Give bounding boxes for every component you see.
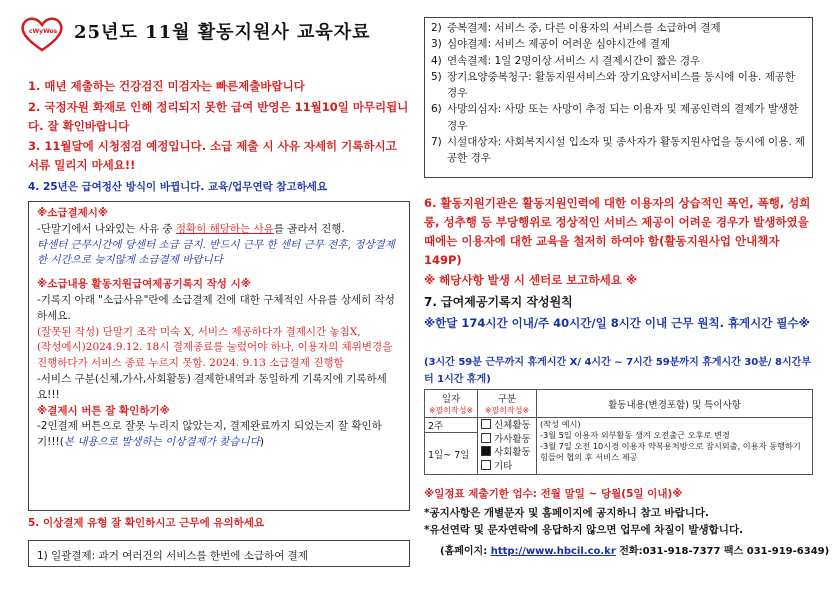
item-number: 2)	[431, 22, 442, 34]
required-label: ※필히작성※	[484, 406, 530, 415]
correct-example: (작성예시)2024.9.12. 18시 결제종료를 눌렀어야 하나, 이용자의 체위변경을 진행하다가 서비스 종료 누르지 못함. 2024. 9.13 소급결제 진행함	[37, 341, 393, 370]
item-number: 5)	[431, 70, 442, 83]
item-number: 7)	[431, 136, 442, 149]
page-title: 25년도 11월 활동지원사 교육자료	[74, 22, 371, 43]
settlement-guide-box	[28, 201, 410, 511]
item-number: 3)	[431, 38, 442, 51]
item-text: 중복결제: 서비스 중, 다른 이용자의 서비스를 소급하여 결제	[447, 22, 721, 34]
retro-payment-heading: ※소급결제시※	[37, 207, 109, 219]
example-line: -3월 7일 오전 10시경 이용자 약복용처방으로 잠시외출, 이용자 동행하기 힘들어 협의 후 서비스 제공	[540, 441, 801, 462]
item-number: 4)	[431, 54, 442, 67]
text-segment: 를 골라서 진행.	[273, 222, 345, 235]
list-item	[431, 53, 806, 69]
option-label: 신체활동	[494, 420, 531, 431]
deadline-notice: ※일정표 제출기한 엄수: 전월 말일 ~ 당월(5일 이내)※	[424, 488, 683, 500]
wrong-example: (잘못된 작성) 단말기 조작 미숙 X, 서비스 제공하다가 결제시간 놓침X,	[37, 325, 361, 338]
checkbox-checked-icon[interactable]	[481, 446, 491, 456]
section-6-text: 6. 활동지원기관은 활동지원인력에 대한 이용자의 상습적인 폭언, 폭행, 성희롱, 성추행 등 부당행위로 정상적인 서비스 제공이 어려운 경우가 발생하였을 때에는 이용자에 대한 교육을 철저히 하여야 함(활동지원사업 안내책자 149P)	[424, 196, 811, 267]
text-segment: -단말기에서 나와있는 사유 중	[37, 222, 176, 235]
work-hours-rule: ※한달 174시간 이내/주 40시간/일 8시간 이내 근무 원칙. 휴게시간 필수※	[424, 316, 810, 330]
table-header	[478, 390, 537, 418]
retro-payment-text	[37, 222, 403, 238]
record-writing-heading: ※소급내용 활동지원급여제공기록지 작성 시※	[37, 278, 251, 291]
item-number: 6)	[431, 103, 442, 116]
service-type-text: -서비스 구분(신체,가사,사회활동) 결제한내역과 동일하게 기록지에 기록하세요!!!	[37, 372, 387, 401]
column-label: 일자	[441, 394, 461, 405]
notice-announcement: *공지사항은 개별문자 및 홈페이지에 공지하니 참고 바랍니다.	[424, 507, 709, 519]
contact-phone-fax: 전화:031-918-7377 팩스 031-919-6349)	[615, 546, 830, 557]
week-label: 2주	[425, 418, 477, 433]
option-label: 기타	[494, 460, 513, 472]
break-time-rule: (3시간 59분 근무까지 휴게시간 X/ 4시간 ~ 7시간 59분까지 휴게시간 30분/ 8시간부터 1시간 휴게)	[424, 357, 811, 385]
abnormal-payment-types-box	[424, 17, 813, 178]
bulk-payment-item: 1) 일괄결제: 과거 여러건의 서비스를 한번에 소급하여 결제	[28, 540, 410, 567]
item-text: 사망의심자: 사망 또는 사망이 추정 되는 이용자 및 제공인력의 결제가 발생한 경우	[447, 103, 799, 132]
list-item	[431, 69, 806, 102]
checkbox-option[interactable]	[481, 446, 533, 460]
record-writing-text: -기록지 아래 "소급사유"란에 소급결제 건에 대한 구체적인 사유를 상세히 작성하세요.	[37, 293, 395, 322]
checkbox-icon[interactable]	[481, 419, 491, 429]
list-item	[431, 20, 806, 36]
heart-logo-icon	[18, 14, 66, 54]
example-line: -3월 5일 이용자 외부활동 생겨 오전출근 오후로 변경	[540, 430, 730, 440]
list-item	[431, 36, 806, 52]
checkbox-icon[interactable]	[481, 433, 491, 443]
required-label: ※필히작성※	[428, 406, 474, 415]
button-check-text	[37, 419, 403, 451]
contact-info	[440, 542, 829, 557]
emphasis-text: 정확히 해당하는 사유	[175, 222, 274, 235]
notice-5: 5. 이상결제 유형 잘 확인하시고 근무에 유의하세요	[28, 517, 265, 529]
table-header: 활동내용(변경포함) 및 특이사항	[537, 390, 813, 418]
days-label: 1일~ 7일	[428, 450, 470, 461]
item-text: 심야결제: 서비스 제공이 어려운 심야시간에 결제	[447, 38, 671, 51]
contact-prefix: (홈페이지:	[440, 546, 491, 557]
list-item	[431, 101, 806, 134]
checkbox-option[interactable]	[481, 419, 533, 433]
list-item	[431, 134, 806, 167]
column-label: 구분	[497, 394, 517, 405]
checkbox-icon[interactable]	[481, 460, 491, 470]
homepage-link[interactable]: http://www.hbcil.co.kr	[490, 546, 616, 557]
button-check-heading: ※결제시 버튼 잘 확인하기※	[37, 404, 170, 417]
notice-3: 3. 11월달에 시청점검 예정입니다. 소급 제출 시 사유 자세히 기록하시고 서류 밀리지 마세요!!	[28, 139, 397, 172]
checkbox-option[interactable]	[481, 460, 533, 474]
activity-record-table	[424, 389, 813, 475]
retro-warning-text: 타센터 근무시간에 당센터 소급 금지. 반드시 근무 한 센터 근무 전후, 정상결제한 시간으로 늦지않게 소급결제 바랍니다	[37, 238, 395, 267]
text-segment: )	[259, 436, 264, 449]
item-text: 시설대상자: 사회복지시설 입소자 및 종사자가 활동지원사업을 동시에 이용. 제공한 경우	[447, 136, 806, 165]
emphasis-text: 본 내용으로 발생하는 이상결제가 찾습니다	[63, 436, 260, 449]
example-line: (작성 예시)	[540, 419, 581, 429]
notice-2: 2. 국정자원 화재로 인해 정리되지 못한 급여 반영은 11월10일 마무리됩니다. 잘 확인바랍니다	[28, 100, 409, 133]
table-cell	[425, 418, 478, 475]
notice-4: 4. 25년은 급여정산 방식이 바뀝니다. 교육/업무연락 참고하세요	[28, 181, 328, 193]
item-text: 장기요양중복청구: 활동지원서비스와 장기요양서비스를 동시에 이용. 제공한 경우	[447, 70, 796, 100]
checkbox-option[interactable]	[481, 433, 533, 447]
text-segment: -2인결제 버튼으로 잘못 누리지 않았는지, 결제완료까지 되었는지 잘 확인하기!!!(	[37, 420, 382, 449]
item-text: 연속결제: 1일 2명이상 서비스 시 결제시간이 짧은 경우	[447, 54, 701, 67]
notice-1: 1. 매년 제출하는 건강검진 미검자는 빠른제출바랍니다	[28, 79, 305, 93]
notice-contact-response: *유선연락 및 문자연락에 응답하지 않으면 업무에 차질이 발생합니다.	[424, 524, 744, 536]
logo-text: cWyWos	[29, 28, 58, 35]
option-label: 가사활동	[494, 433, 531, 445]
table-cell	[537, 418, 813, 475]
option-label: 사회활동	[494, 447, 531, 458]
section-7-title: 7. 급여제공기록지 작성원칙	[424, 295, 573, 309]
table-header	[425, 390, 478, 418]
section-6-report: ※ 해당사항 발생 시 센터로 보고하세요 ※	[424, 273, 638, 287]
table-cell	[478, 418, 537, 475]
